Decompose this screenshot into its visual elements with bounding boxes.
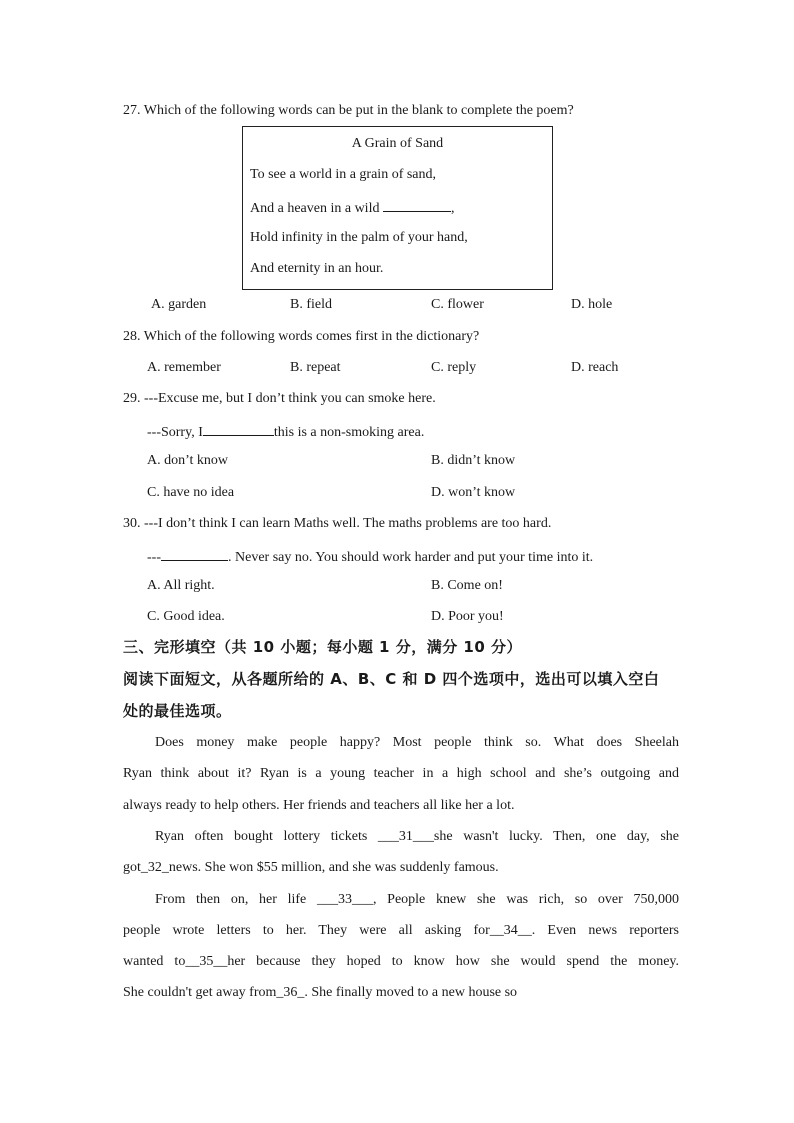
- q28-option-c: C. reply: [431, 360, 477, 375]
- passage-line: From then on, her life ___33___, People knew she was rich, so over 750,000: [155, 892, 679, 907]
- poem-line-1: To see a world in a grain of sand,: [250, 167, 437, 182]
- q30-option-c: C. Good idea.: [147, 609, 225, 624]
- q27-stem: 27. Which of the following words can be put in the blank to complete the poem?: [123, 103, 574, 118]
- poem-line-4: And eternity in an hour.: [250, 261, 384, 276]
- q27-option-b: B. field: [290, 297, 332, 312]
- poem-line-2: [250, 197, 454, 218]
- q29-line-2: [147, 421, 424, 442]
- poem-line-3: Hold infinity in the palm of your hand,: [250, 230, 468, 245]
- passage-line: always ready to help others. Her friends and teachers all like her a lot.: [123, 798, 515, 813]
- section-heading: 三、完形填空（共 10 小题；每小题 1 分，满分 10 分）: [123, 638, 523, 656]
- q27-option-d: D. hole: [571, 297, 613, 312]
- section-instruction-1: 阅读下面短文，从各题所给的 A、B、C 和 D 四个选项中，选出可以填入空白: [123, 670, 660, 688]
- answer-blank: [161, 546, 228, 561]
- q29-option-d: D. won’t know: [431, 485, 516, 500]
- q28-stem: 28. Which of the following words comes first in the dictionary?: [123, 329, 480, 344]
- q30-line-1: 30. ---I don’t think I can learn Maths well. The maths problems are too hard.: [123, 516, 552, 531]
- poem-line-2-punct: ,: [450, 201, 455, 216]
- q30-option-d: D. Poor you!: [431, 609, 504, 624]
- q27-option-a: A. garden: [151, 297, 207, 312]
- passage-line: Ryan think about it? Ryan is a young teacher in a high school and she’s outgoing and: [123, 766, 679, 781]
- q29-option-c: C. have no idea: [147, 485, 235, 500]
- passage-line: got_32_news. She won $55 million, and she was suddenly famous.: [123, 860, 499, 875]
- q30-line-2-post: . Never say no. You should work harder and put your time into it.: [228, 550, 594, 565]
- q29-line-2-pre: ---Sorry, I: [147, 425, 203, 440]
- poem-box: [242, 126, 553, 290]
- q30-option-b: B. Come on!: [431, 578, 503, 593]
- passage-line: wanted to__35__her because they hoped to know how she would spend the money.: [123, 954, 679, 969]
- q30-line-2: [147, 546, 593, 567]
- poem-title: A Grain of Sand: [351, 136, 444, 151]
- q30-line-2-pre: ---: [147, 550, 161, 565]
- passage-line: She couldn't get away from_36_. She finally moved to a new house so: [123, 985, 518, 1000]
- q27-option-c: C. flower: [431, 297, 484, 312]
- answer-blank: [383, 197, 451, 212]
- passage-line: people wrote letters to her. They were all asking for__34__. Even news reporters: [123, 923, 679, 938]
- q29-option-a: A. don’t know: [147, 453, 229, 468]
- q28-option-b: B. repeat: [290, 360, 341, 375]
- q29-option-b: B. didn’t know: [431, 453, 516, 468]
- section-instruction-2: 处的最佳选项。: [123, 702, 232, 720]
- q28-option-a: A. remember: [147, 360, 221, 375]
- q29-line-1: 29. ---Excuse me, but I don’t think you can smoke here.: [123, 391, 436, 406]
- answer-blank: [203, 421, 274, 436]
- q30-option-a: A. All right.: [147, 578, 215, 593]
- passage-line: Does money make people happy? Most people think so. What does Sheelah: [155, 735, 679, 750]
- q28-option-d: D. reach: [571, 360, 619, 375]
- passage-line: Ryan often bought lottery tickets ___31___she wasn't lucky. Then, one day, she: [155, 829, 679, 844]
- q29-line-2-post: this is a non-smoking area.: [273, 425, 425, 440]
- poem-line-2-text: And a heaven in a wild: [250, 201, 383, 216]
